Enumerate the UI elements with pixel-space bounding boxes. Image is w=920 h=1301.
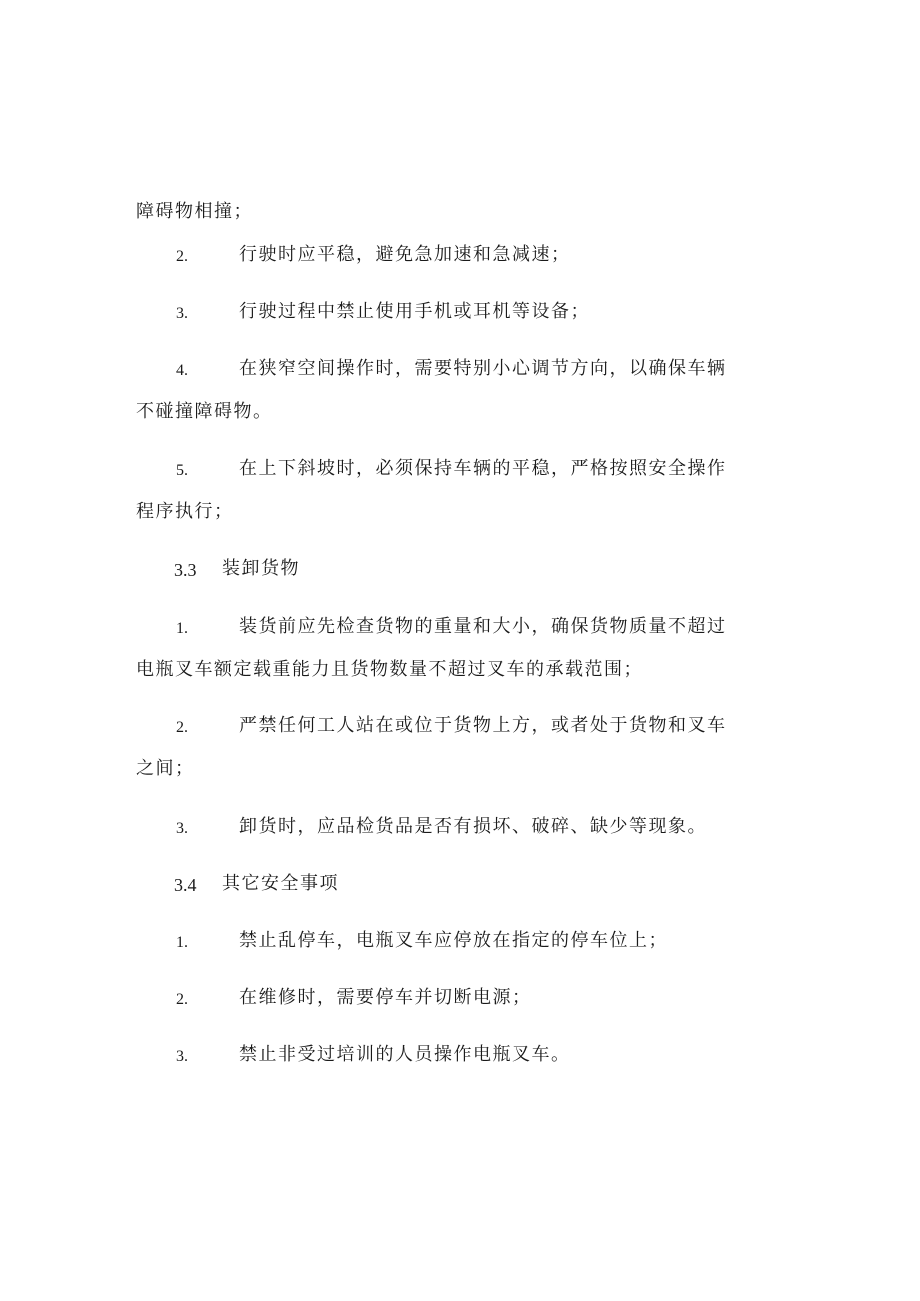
list-item-text: 装货前应先检查货物的重量和大小，确保货物质量不超过 [239, 616, 727, 637]
list-item-number: 2. [176, 248, 188, 265]
section-number: 3.3 [174, 560, 197, 580]
list-item-number: 4. [176, 362, 188, 379]
list-item-number: 1. [176, 934, 188, 951]
list-item-text: 禁止乱停车，电瓶叉车应停放在指定的停车位上； [239, 930, 668, 951]
list-item-number: 1. [176, 620, 188, 637]
list-item-text: 在上下斜坡时，必须保持车辆的平稳，严格按照安全操作 [239, 458, 727, 479]
list-item-text: 行驶过程中禁止使用手机或耳机等设备； [239, 301, 590, 322]
list-item-number: 5. [176, 462, 188, 479]
list-item-text: 严禁任何工人站在或位于货物上方，或者处于货物和叉车 [239, 715, 727, 736]
list-item-number: 3. [176, 820, 188, 837]
list-item-text: 禁止非受过培训的人员操作电瓶叉车。 [239, 1044, 571, 1065]
list-item-text: 不碰撞障碍物。 [136, 401, 273, 422]
list-item-text: 在维修时，需要停车并切断电源； [239, 987, 532, 1008]
section-title: 其它安全事项 [222, 873, 339, 894]
list-item-text: 之间； [136, 758, 195, 779]
list-item-text: 卸货时，应品检货品是否有损坏、破碎、缺少等现象。 [239, 816, 707, 837]
list-item-text: 电瓶叉车额定载重能力且货物数量不超过叉车的承载范围； [136, 659, 643, 680]
section-number: 3.4 [174, 875, 197, 895]
paragraph-text: 障碍物相撞； [136, 201, 253, 222]
list-item-number: 2. [176, 991, 188, 1008]
list-item-text: 在狭窄空间操作时，需要特别小心调节方向，以确保车辆 [239, 358, 727, 379]
list-item-text: 行驶时应平稳，避免急加速和急减速； [239, 244, 571, 265]
list-item-number: 3. [176, 1048, 188, 1065]
list-item-number: 3. [176, 305, 188, 322]
section-title: 装卸货物 [222, 558, 300, 579]
list-item-number: 2. [176, 719, 188, 736]
list-item-text: 程序执行； [136, 501, 234, 522]
